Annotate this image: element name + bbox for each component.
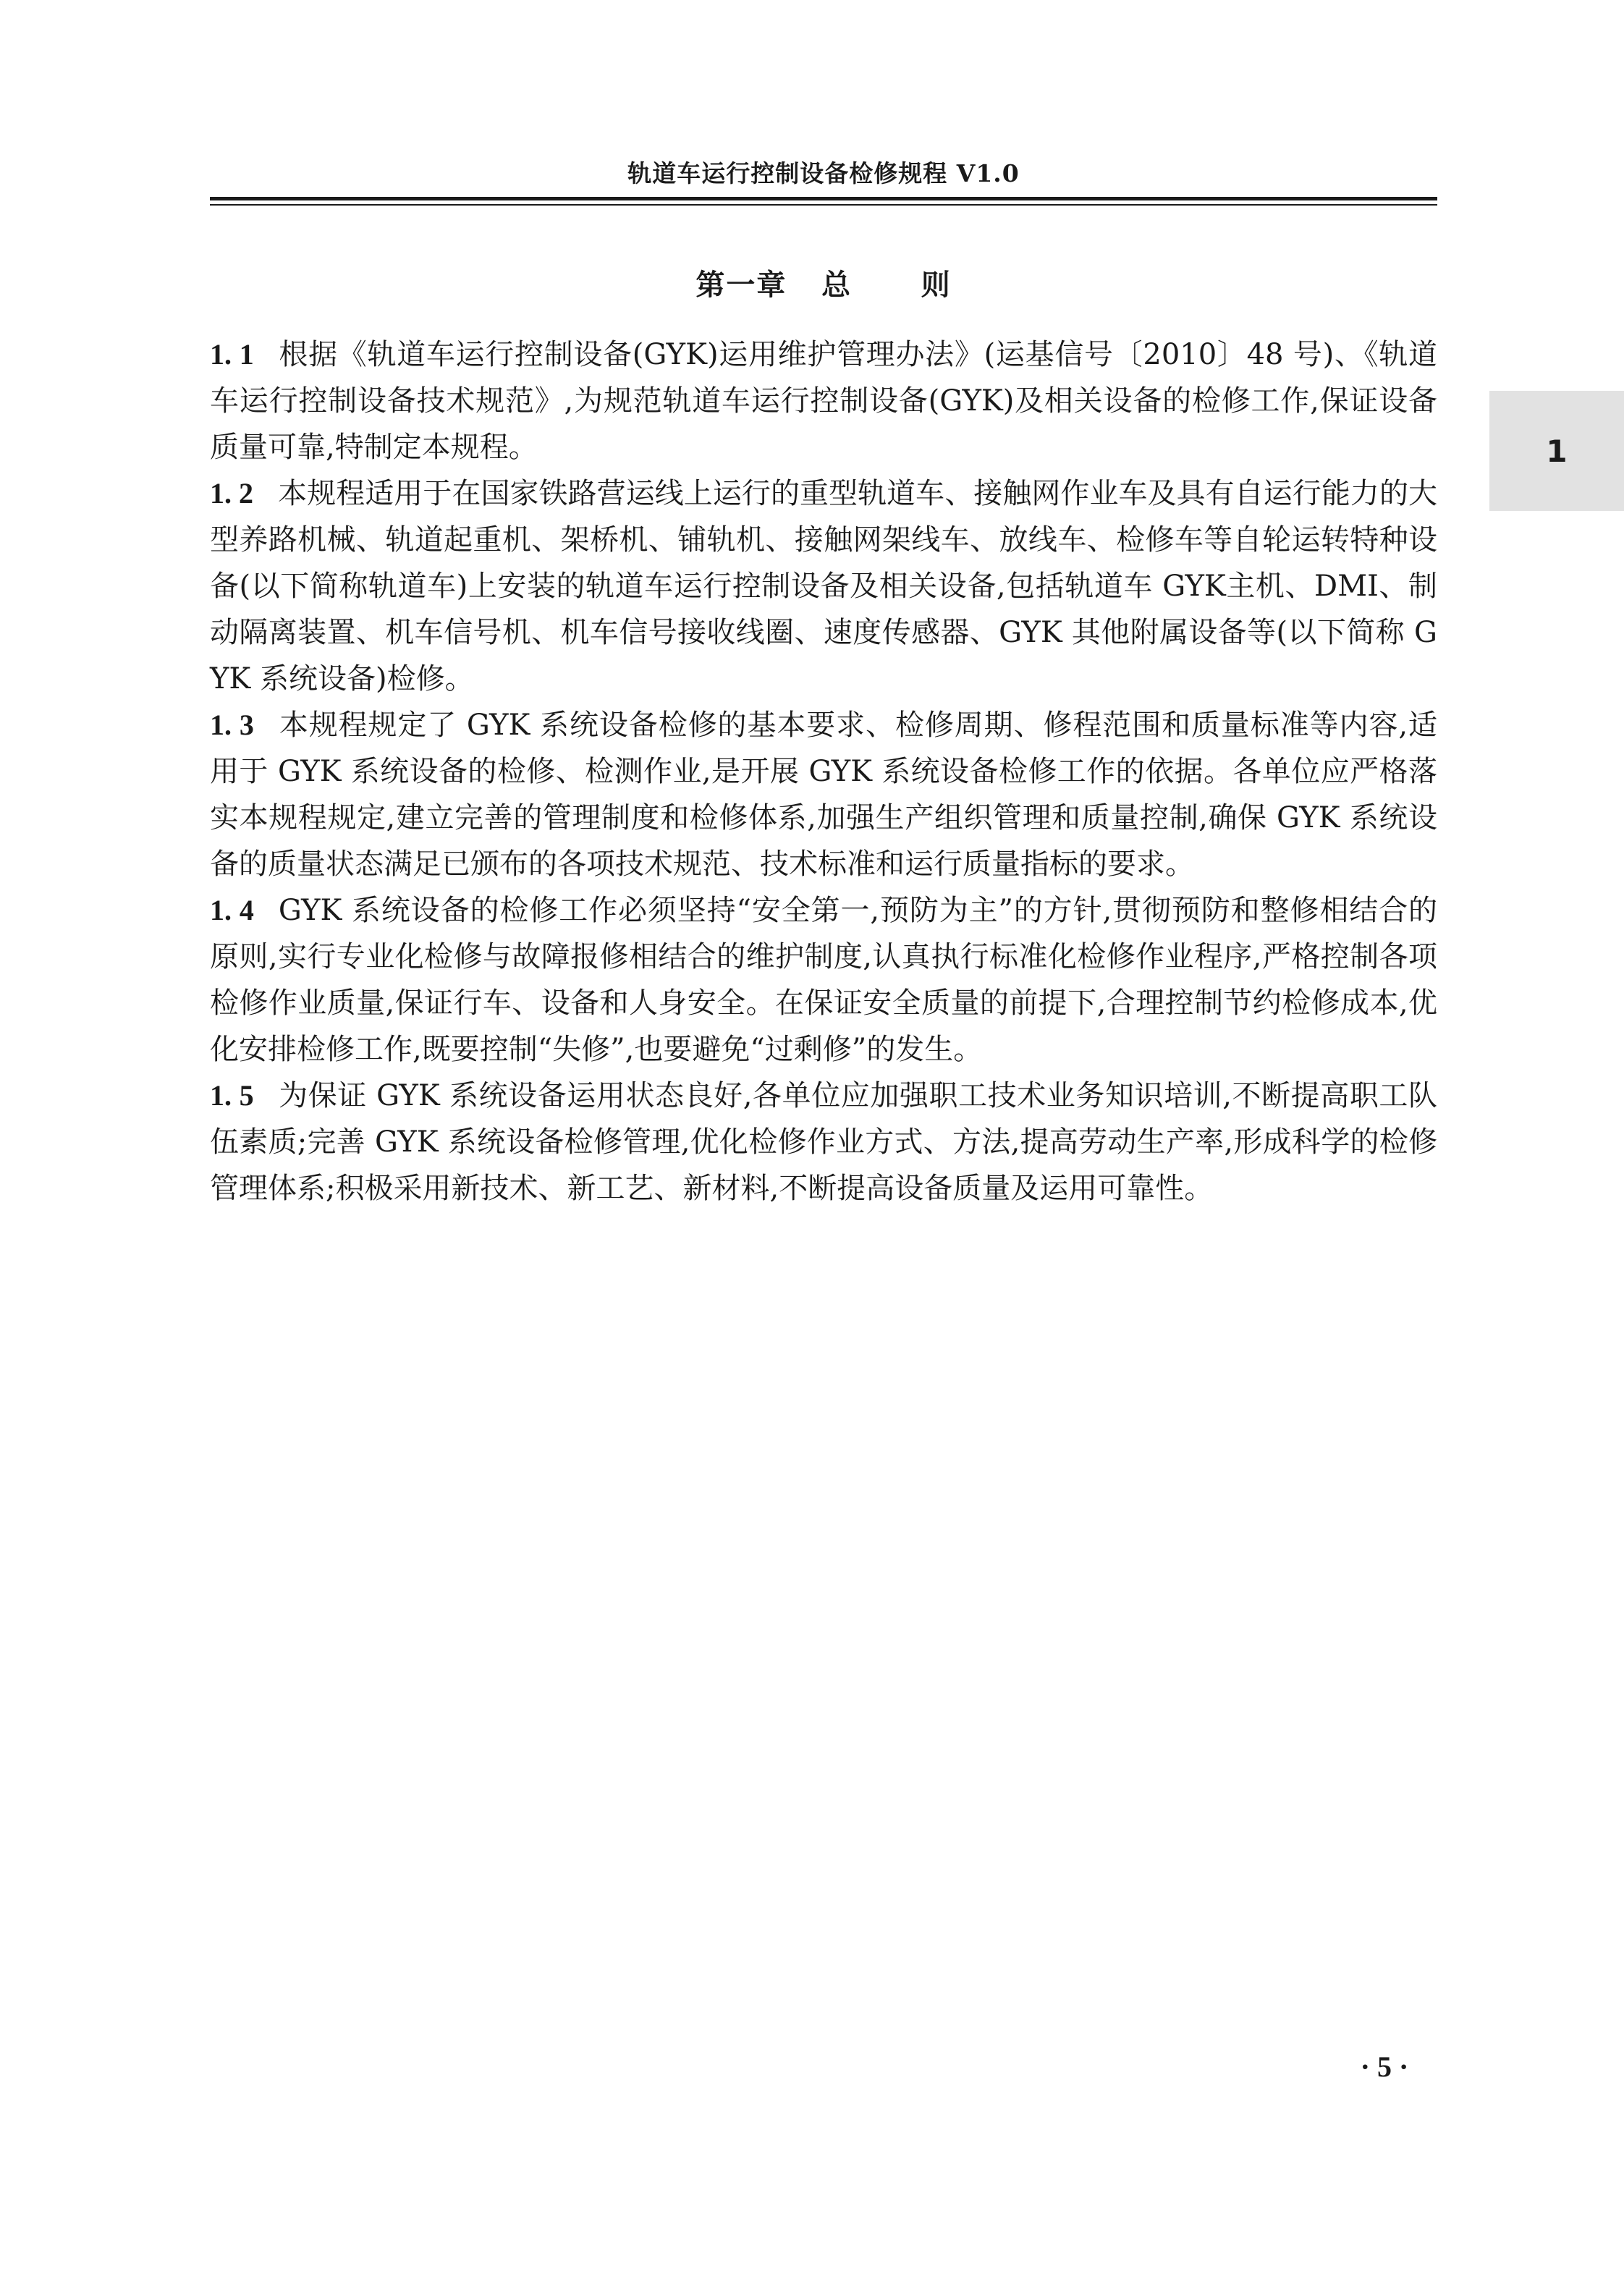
clause-text: 本规程规定了 GYK 系统设备检修的基本要求、检修周期、修程范围和质量标准等内容,适用于 GYK 系统设备的检修、检测作业,是开展 GYK 系统设备检修工作的依据。各单位应严格落实本规程规定,建立完善的管理制度和检修体系,加强生产组织管理和质量控制,确保 GYK 系统设备的质量状态满足已颁布的各项技术规范、技术标准和运行质量指标的要求。 — [210, 709, 1438, 881]
clause-number: 1. 2 — [210, 477, 254, 510]
clause-1-5 — [210, 1073, 1437, 1212]
clause-1-3 — [210, 702, 1437, 887]
page-number: · 5 · — [1360, 2050, 1409, 2083]
clause-text: 根据《轨道车运行控制设备(GYK)运用维护管理办法》(运基信号〔2010〕48 号)、《轨道车运行控制设备技术规范》,为规范轨道车运行控制设备(GYK)及相关设备的检修工作,保证设备质量可靠,特制定本规程。 — [210, 338, 1437, 464]
clause-number: 1. 3 — [210, 709, 254, 741]
clause-number: 1. 1 — [210, 338, 254, 371]
clause-text: GYK 系统设备的检修工作必须坚持“安全第一,预防为主”的方针,贯彻预防和整修相结合的原则,实行专业化检修与故障报修相结合的维护制度,认真执行标准化检修作业程序,严格控制各项检修作业质量,保证行车、设备和人身安全。在保证安全质量的前提下,合理控制节约检修成本,优化安排检修工作,既要控制“失修”,也要避免“过剩修”的发生。 — [210, 894, 1437, 1066]
header-rule-thin — [210, 204, 1437, 206]
chapter-tab-number: 1 — [1546, 433, 1568, 469]
clause-number: 1. 4 — [210, 894, 254, 926]
clause-number: 1. 5 — [210, 1079, 254, 1112]
header-rule-thick — [210, 197, 1437, 200]
clause-text: 为保证 GYK 系统设备运用状态良好,各单位应加强职工技术业务知识培训,不断提高职工队伍素质;完善 GYK 系统设备检修管理,优化检修作业方式、方法,提高劳动生产率,形成科学的检修管理体系;积极采用新技术、新工艺、新材料,不断提高设备质量及运用可靠性。 — [210, 1079, 1437, 1205]
chapter-title: 第一章 总 则 — [695, 269, 952, 302]
clause-1-2 — [210, 470, 1437, 702]
clause-1-1 — [210, 331, 1437, 470]
running-header-title: 轨道车运行控制设备检修规程 V1.0 — [627, 159, 1020, 187]
chapter-thumb-tab — [1489, 391, 1624, 511]
clause-1-4 — [210, 887, 1437, 1073]
clause-text: 本规程适用于在国家铁路营运线上运行的重型轨道车、接触网作业车及具有自运行能力的大型养路机械、轨道起重机、架桥机、铺轨机、接触网架线车、放线车、检修车等自轮运转特种设备(以下简称轨道车)上安装的轨道车运行控制设备及相关设备,包括轨道车 GYK主机、DMI、制动隔离装置、机车信号机、机车信号接收线圈、速度传感器、GYK 其他附属设备等(以下简称 GYK 系统设备)检修。 — [210, 477, 1438, 696]
body-text — [210, 331, 1437, 1212]
